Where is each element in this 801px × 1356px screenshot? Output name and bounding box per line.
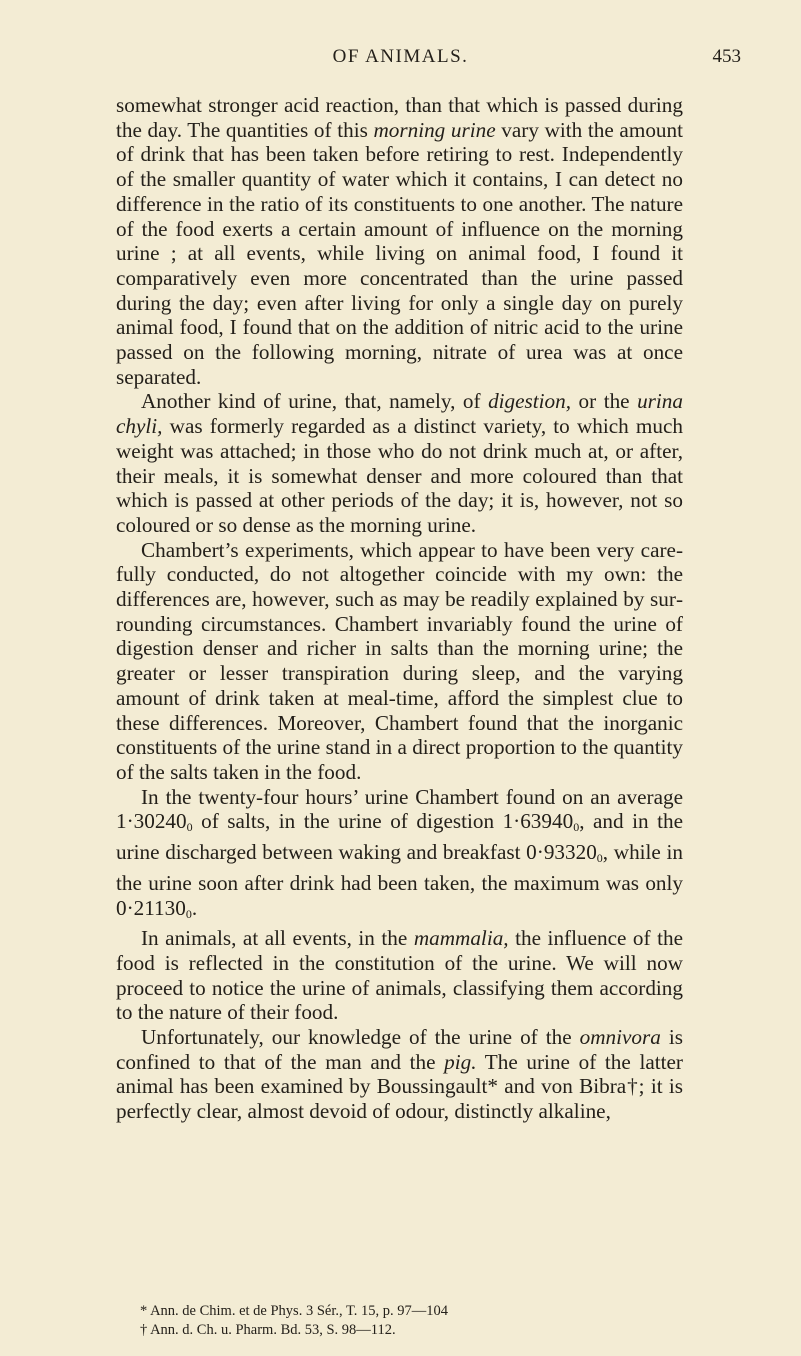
paragraph-text: is confined to that of the man and the <box>116 1025 683 1074</box>
page-number: 453 <box>712 46 741 67</box>
footnote-2: † Ann. d. Ch. u. Pharm. Bd. 53, S. 98—112. <box>140 1322 396 1338</box>
page-header <box>0 46 801 76</box>
footnotes <box>140 1302 680 1340</box>
paragraph-text: of salts, in the urine of digestion <box>192 809 503 834</box>
paragraph-2 <box>116 389 683 537</box>
paragraph-text: , while in the urine soon after drink had been taken, the maximum was only <box>116 840 683 895</box>
italic-term: digestion, <box>488 389 572 414</box>
paragraph-text: vary with the amount of drink that has been taken before retiring to rest. Independently of the smaller quantity of water which it contains, I can detect no difference in the ratio of its constituents to one another. The nature of the food exerts a certain amount of influence on the morning urine ; at all events, while living on animal food, I found it comparatively even more concentrated than the urine passed during the day; even after living for only a single day on purely animal food, I found that on the addition of nitric acid to the urine passed on the following morning, nitrate of urea was at once separated. <box>116 117 683 389</box>
running-head: OF ANIMALS. <box>332 46 469 67</box>
paragraph-text: Another kind of urine, that, namely, of <box>141 389 489 414</box>
paragraph-6 <box>116 1025 683 1124</box>
paragraph-text: The urine of the latter animal has been examined by Boussingault* and von Bibra†; it is perfectly clear, almost devoid of odour, distinctly alkaline, <box>116 1049 683 1124</box>
paragraph-text: Unfortunately, our knowledge of the urine of the <box>141 1025 580 1050</box>
paragraph-5 <box>116 926 683 1025</box>
paragraph-text: somewhat stronger acid reaction, than that which is passed during the day. The quantities of this <box>116 93 683 142</box>
paragraph-text: or the <box>571 389 638 414</box>
paragraph-text: , and in the urine discharged between waking and breakfast <box>116 809 683 865</box>
percent-symbol: $0_0$ <box>175 895 192 921</box>
paragraph-text: the influence of the food is reflected in the constitution of the urine. We will now proceed to notice the urine of animals, classifying them according to the nature of their food. <box>116 926 683 1025</box>
italic-term: urina chyli, <box>116 389 683 439</box>
italic-term: morning urine <box>373 117 496 142</box>
italic-term: pig. <box>444 1049 477 1074</box>
footnote-1: * Ann. de Chim. et de Phys. 3 Sér., T. 15, p. 97—104 <box>140 1303 448 1319</box>
measurement-value: 1·6394 <box>502 809 563 834</box>
measurement-value: 0·2113 <box>116 895 176 920</box>
paragraph-4 <box>116 785 683 927</box>
paragraph-1 <box>116 93 683 389</box>
paragraph-text: . <box>191 895 198 920</box>
body-text <box>116 93 683 1124</box>
paragraph-text: was formerly regarded as a distinct variety, to which much weight was attached; in those who do not drink much at, or after, their meals, it is somewhat denser and more coloured than that which is passed at other periods of the day; it is, however, not so coloured or so dense as the morning urine. <box>116 414 683 537</box>
percent-symbol: $0_0$ <box>586 840 603 866</box>
paragraph-text: In the twenty-four hours’ urine Chambert found on an average <box>141 784 683 809</box>
measurement-value: 1·3024 <box>116 809 177 834</box>
measurement-value: 0·9332 <box>526 840 587 865</box>
italic-term: omnivora <box>579 1025 661 1050</box>
paragraph-3: Chambert’s experiments, which appear to have been very carefully conducted, do not altogether coincide with my own: the differences are, however, such as may be readily explained by surrounding circumstances. Chambert invariably found the urine of digestion denser and richer in salts than the morning urine; the greater or lesser transpiration during sleep, and the varying amount of drink taken at meal-time, afford the simplest clue to these differences. Moreover, Chambert found that the inorganic constituents of the urine stand in a direct proportion to the quantity of the salts taken in the food. <box>116 537 683 784</box>
percent-symbol: $0_0$ <box>562 809 580 835</box>
paragraph-text: In animals, at all events, in the <box>141 926 414 951</box>
percent-symbol: $0_0$ <box>176 809 193 835</box>
italic-term: mammalia, <box>413 926 509 951</box>
